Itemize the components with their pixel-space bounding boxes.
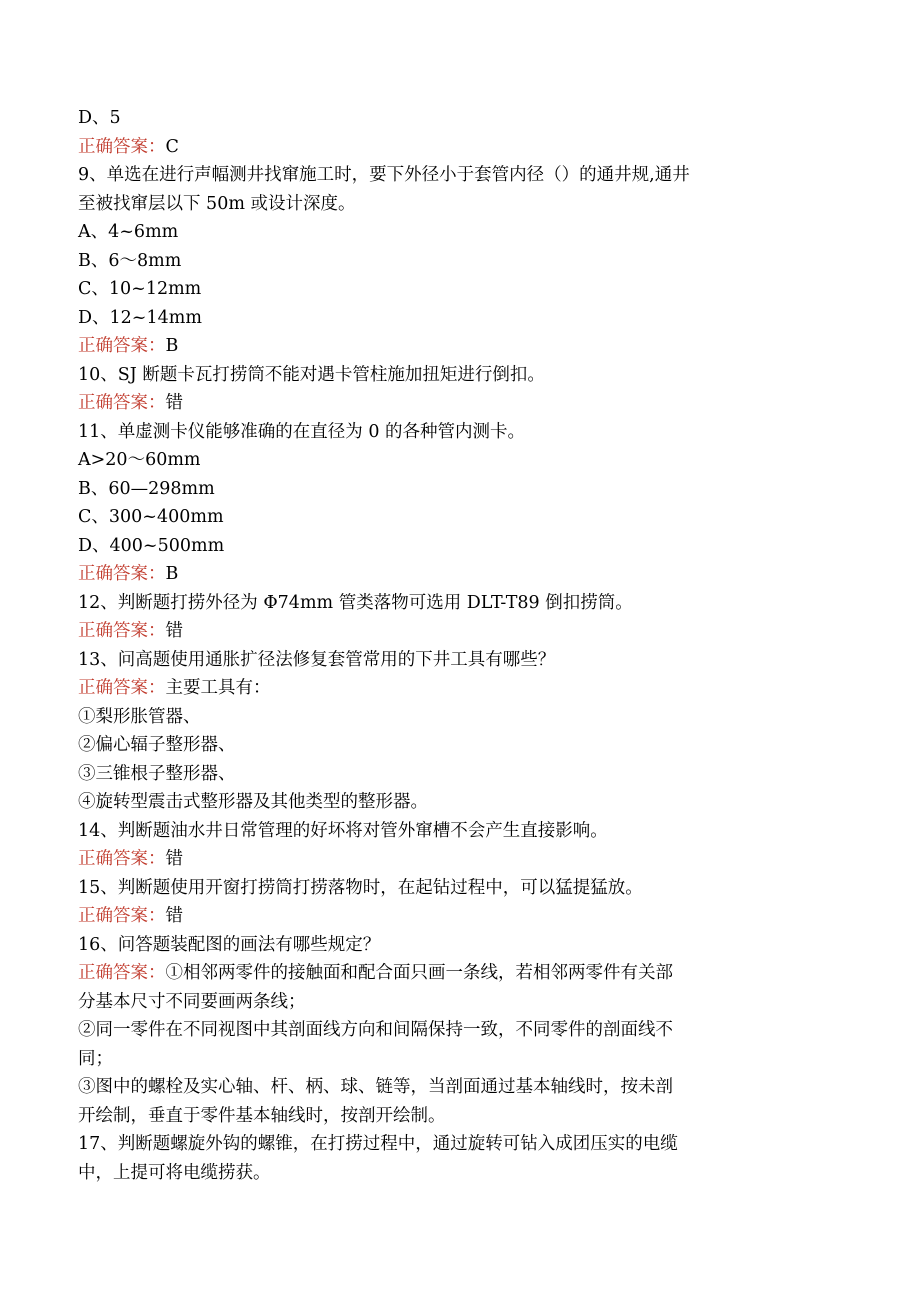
option-line: A、4~6mm	[78, 222, 179, 242]
answer-value: B	[165, 564, 179, 584]
answer-value: 主要工具有：	[165, 678, 271, 698]
answer-line	[78, 560, 828, 589]
answer-text-line: ②偏心辐子整形器、	[78, 735, 236, 755]
answer-text-line: ③三锥根子整形器、	[78, 763, 236, 784]
answer-text-line: 分基本尺寸不同要画两条线；	[78, 991, 306, 1012]
question-line: 13、问高题使用通胀扩径法修复套管常用的下井工具有哪些？	[78, 649, 556, 670]
answer-value: B	[165, 336, 179, 356]
answer-label: 正确答案：	[78, 136, 166, 157]
option-line: C、10~12mm	[78, 279, 202, 299]
answer-value: C	[165, 136, 179, 157]
answer-text-line: ①梨形胀管器、	[78, 706, 201, 727]
answer-line	[78, 332, 828, 361]
question-line: 9、单选在进行声幅测井找窜施工时，要下外径小于套管内径（）的通井规,通井	[78, 165, 690, 185]
answer-label: 正确答案：	[78, 963, 166, 983]
answer-label: 正确答案：	[78, 336, 166, 356]
answer-line	[78, 133, 828, 162]
answer-label: 正确答案：	[78, 906, 166, 926]
answer-line	[78, 617, 828, 646]
answer-line	[78, 902, 828, 931]
answer-line	[78, 959, 828, 988]
question-line: 16、问答题装配图的画法有哪些规定？	[78, 934, 381, 955]
option-line: C、300~400mm	[78, 507, 224, 527]
answer-value: ①相邻两零件的接触面和配合面只画一条线，若相邻两零件有关部	[165, 963, 673, 983]
option-line: B、60—298mm	[78, 478, 215, 499]
answer-label: 正确答案：	[78, 564, 166, 584]
answer-line	[78, 845, 828, 874]
answer-text-line: ④旋转型震击式整形器及其他类型的整形器。	[78, 792, 428, 812]
option-line: D、400~500mm	[78, 535, 225, 556]
answer-text-line: ③图中的螺栓及实心轴、杆、柄、球、链等，当剖面通过基本轴线时，按未剖	[78, 1077, 673, 1097]
answer-label: 正确答案：	[78, 621, 166, 641]
answer-line	[78, 674, 828, 703]
document-page	[78, 104, 828, 1187]
answer-value: 错	[165, 621, 183, 641]
answer-value: 错	[165, 906, 183, 926]
answer-line	[78, 389, 828, 418]
question-line: 11、单虚测卡仪能够准确的在直径为 0 的各种管内测卡。	[78, 421, 526, 442]
question-line: 15、判断题使用开窗打捞筒打捞落物时，在起钻过程中，可以猛提猛放。	[78, 877, 643, 898]
answer-text-line: 开绘制，垂直于零件基本轴线时，按剖开绘制。	[78, 1105, 446, 1126]
answer-text-line: 同；	[78, 1048, 113, 1069]
question-line: 17、判断题螺旋外钩的螺锥，在打捞过程中，通过旋转可钻入成团压实的电缆	[78, 1134, 678, 1154]
option-line: D、12~14mm	[78, 307, 202, 328]
answer-label: 正确答案：	[78, 678, 166, 698]
option-line: A>20～60mm	[78, 450, 201, 470]
answer-label: 正确答案：	[78, 849, 166, 869]
answer-value: 错	[165, 849, 183, 869]
answer-label: 正确答案：	[78, 393, 166, 413]
option-line: B、6～8mm	[78, 250, 182, 271]
question-line: 14、判断题油水井日常管理的好坏将对管外窜槽不会产生直接影响。	[78, 820, 608, 841]
question-line: 12、判断题打捞外径为 Φ74mm 管类落物可选用 DLT-T89 倒扣捞筒。	[78, 592, 633, 613]
question-line: 10、SJ 断题卡瓦打捞筒不能对遇卡管柱施加扭矩进行倒扣。	[78, 364, 545, 385]
answer-value: 错	[165, 393, 183, 413]
question-line: 中，上提可将电缆捞获。	[78, 1162, 271, 1183]
option-line: D、5	[78, 108, 121, 128]
question-line: 至被找窜层以下 50m 或设计深度。	[78, 193, 356, 214]
answer-text-line: ②同一零件在不同视图中其剖面线方向和间隔保持一致，不同零件的剖面线不	[78, 1020, 673, 1040]
